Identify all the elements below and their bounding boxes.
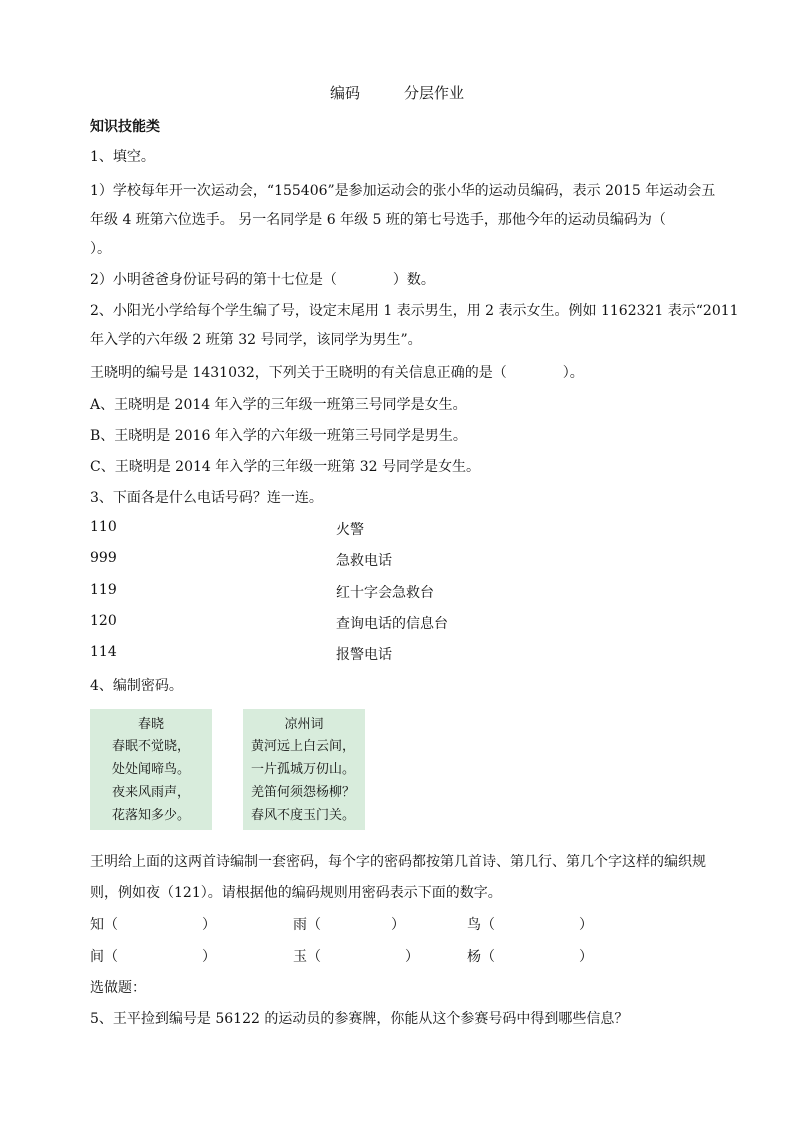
poem-title: 凉州词 [284, 717, 324, 732]
poem-line: 羌笛何须怨杨柳？ [251, 785, 356, 800]
q4-desc-line1: 王明给上面的这两首诗编制一套密码，每个字的密码都按第几首诗、第几行、第几个字这样的编织规 [90, 854, 706, 870]
phone-number: 120 [90, 613, 117, 629]
q4-desc-line2: 则，例如夜（121）。请根据他的编码规则用密码表示下面的数字。 [90, 885, 502, 901]
phone-service: 急救电话 [336, 553, 392, 569]
phone-service: 报警电话 [336, 647, 392, 663]
poem-line: 一片孤城万仞山。 [251, 762, 356, 777]
optional-label: 选做题： [90, 980, 146, 996]
poem-card-liangzhouci [243, 709, 365, 830]
poem-line: 春眠不觉晓， [111, 739, 190, 754]
q1-item1-line2: 年级 4 班第六位选手。 另一名同学是 6 年级 5 班的第七号选手，那他今年的运动员编码为（ [90, 212, 666, 228]
q4-heading: 4、编制密码。 [90, 678, 183, 694]
q2-option-c: C、王晓明是 2014 年入学的三年级一班第 32 号同学是女生。 [90, 459, 480, 475]
q2-line2: 年入学的六年级 2 班第 32 号同学，该同学为男生”。 [90, 332, 422, 348]
poem-line: 夜来风雨声， [111, 785, 190, 800]
poem-title: 春晓 [137, 717, 164, 732]
phone-number: 114 [90, 644, 117, 660]
poem-line: 处处闻啼鸟。 [111, 762, 190, 777]
poem-line: 黄河远上白云间， [251, 739, 356, 754]
title-left: 编码 [329, 84, 360, 102]
q3-heading: 3、下面各是什么电话号码？连一连。 [90, 490, 323, 506]
phone-service: 火警 [336, 522, 364, 538]
q5-text: 5、王平捡到编号是 56122 的运动员的参赛牌，你能从这个参赛号码中得到哪些信息？ [90, 1011, 629, 1027]
phone-number: 119 [90, 582, 117, 598]
title-right: 分层作业 [404, 84, 465, 102]
phone-service: 查询电话的信息台 [336, 616, 448, 632]
answer-blank: 雨（ ） [293, 917, 405, 933]
poem-line: 花落知多少。 [111, 808, 190, 823]
poem-card-chunxiao [90, 709, 212, 830]
answer-blank: 杨（ ） [467, 949, 593, 965]
q2-line3: 王晓明的编号是 1431032，下列关于王晓明的有关信息正确的是（ ）。 [90, 365, 584, 381]
answer-blank: 间（ ） [90, 949, 216, 965]
page-title [0, 82, 794, 103]
q1-heading: 1、填空。 [90, 149, 155, 165]
answer-blank: 知（ ） [90, 917, 216, 933]
q2-option-b: B、王晓明是 2016 年入学的六年级一班第三号同学是男生。 [90, 428, 467, 444]
q1-item1-line3: ）。 [90, 241, 111, 257]
section-heading: 知识技能类 [90, 119, 160, 135]
phone-number: 999 [90, 550, 117, 566]
q2-option-a: A、王晓明是 2014 年入学的三年级一班第三号同学是女生。 [90, 397, 467, 413]
phone-number: 110 [90, 519, 117, 535]
answer-blank: 鸟（ ） [467, 917, 593, 933]
poem-line: 春风不度玉门关。 [251, 808, 356, 823]
q1-item2: 2）小明爸爸身份证号码的第十七位是（ ）数。 [90, 272, 435, 288]
q1-item1-line1: 1）学校每年开一次运动会，“155406”是参加运动会的张小华的运动员编码，表示 2015 年运动会五 [90, 183, 716, 199]
phone-service: 红十字会急救台 [336, 585, 434, 601]
q2-line1: 2、小阳光小学给每个学生编了号，设定末尾用 1 表示男生，用 2 表示女生。例如 1162321 表示“2011 [90, 303, 739, 319]
answer-blank: 玉（ ） [293, 949, 419, 965]
